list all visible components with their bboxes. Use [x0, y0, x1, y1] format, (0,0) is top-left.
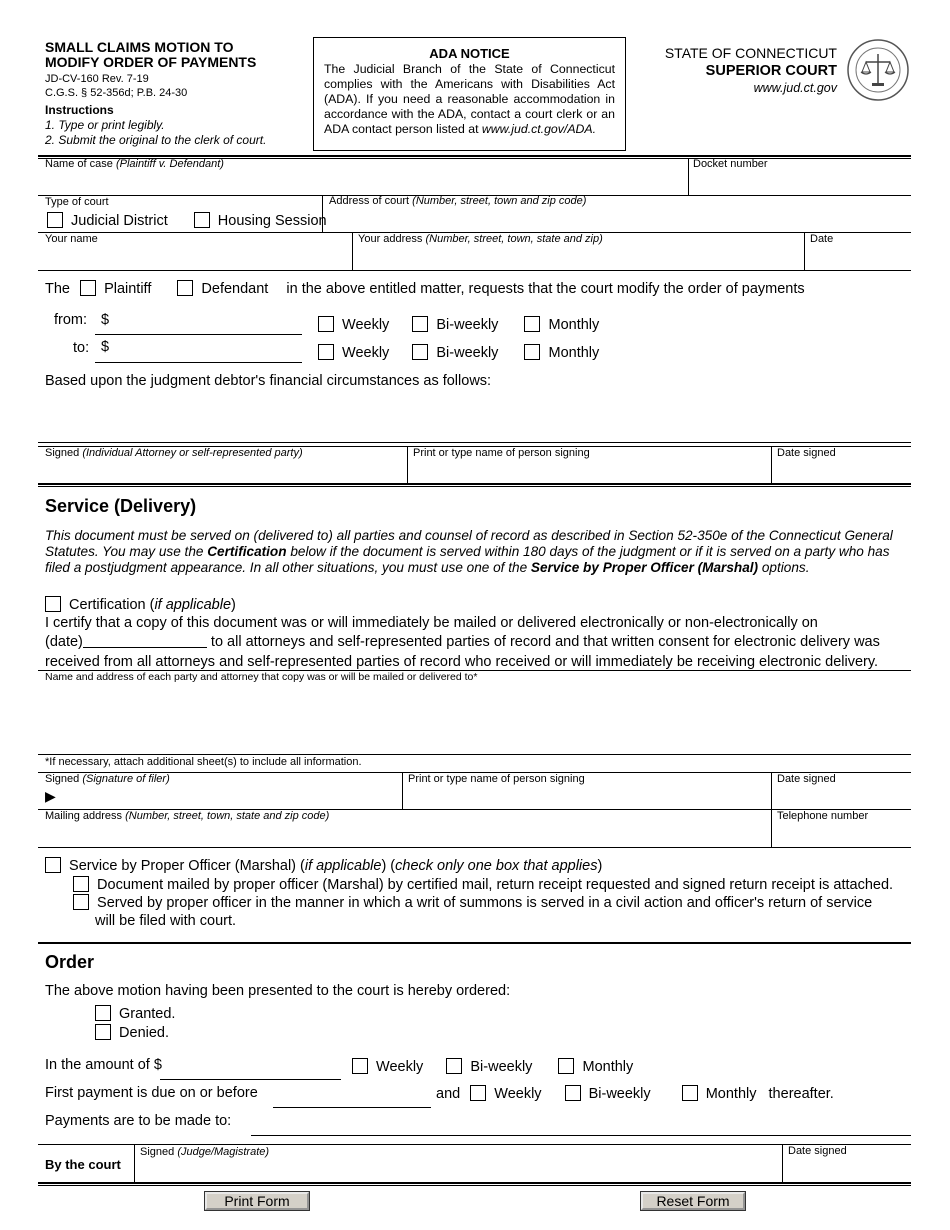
date-signed-field-1[interactable]	[776, 460, 909, 481]
based-upon-text: Based upon the judgment debtor's financial circumstances as follows:	[45, 373, 492, 389]
from-monthly-checkbox[interactable]	[524, 316, 540, 332]
type-of-court-label: Type of court	[45, 196, 109, 208]
mailing-address-field[interactable]	[44, 824, 767, 845]
filer-signature-field[interactable]	[62, 786, 398, 807]
judge-signature-field[interactable]	[139, 1159, 779, 1180]
from-weekly-checkbox[interactable]	[318, 316, 334, 332]
ada-url: www.jud.ct.gov/ADA.	[481, 122, 597, 136]
ada-text: The Judicial Branch of the State of Connecticut complies with the Americans with Disabilities Act (ADA). If you need a reasonable accommodation in accordance with the ADA, contact a court clerk or an ADA contact person listed at www.jud.ct.gov/ADA.	[324, 62, 615, 136]
and-label: and	[436, 1086, 461, 1102]
court-header	[640, 44, 837, 97]
form-header-left	[45, 40, 305, 148]
signature-field-1[interactable]	[44, 460, 404, 481]
instructions-heading: Instructions	[45, 103, 114, 117]
thereafter-options	[436, 1085, 834, 1102]
attach-note: *If necessary, attach additional sheet(s) to include all information.	[45, 756, 362, 768]
order-weekly-checkbox[interactable]	[352, 1058, 368, 1074]
served-option-row	[73, 894, 872, 911]
statute: C.G.S. § 52-356d; P.B. 24-30	[45, 87, 188, 99]
marshal-row: Service by Proper Officer (Marshal) (if applicable) (check only one box that applies)	[45, 857, 602, 874]
order-weekly-label: Weekly	[376, 1059, 424, 1075]
your-name-field[interactable]	[44, 247, 349, 268]
denied-row	[95, 1024, 169, 1041]
thereafter-label: thereafter.	[768, 1086, 834, 1102]
to-amount-field[interactable]	[112, 341, 300, 360]
served-by-officer-checkbox[interactable]	[73, 894, 89, 910]
granted-checkbox[interactable]	[95, 1005, 111, 1021]
instruction-1: 1. Type or print legibly.	[45, 118, 165, 132]
ada-title: ADA NOTICE	[429, 46, 510, 61]
your-address-label: Your address (Number, street, town, state and zip)	[358, 233, 603, 245]
amount-label: In the amount of $	[45, 1057, 162, 1073]
from-dollar: $	[101, 312, 110, 328]
thereafter-weekly-checkbox[interactable]	[470, 1085, 486, 1101]
certify-line-1: I certify that a copy of this document was or will immediately be mailed or delivered electronically or non-electronically on	[45, 615, 818, 631]
judge-date-field[interactable]	[787, 1159, 909, 1180]
parties-name-address-field[interactable]	[44, 684, 909, 752]
defendant-checkbox[interactable]	[177, 280, 193, 296]
from-weekly-label: Weekly	[342, 317, 390, 333]
date-signed-field-2[interactable]	[776, 786, 909, 807]
by-the-court-label: By the court	[45, 1157, 121, 1172]
served-by-officer-label: Served by proper officer in the manner in which a writ of summons is served in a civil action and officer's return of service	[97, 895, 873, 911]
court-type-options	[47, 212, 327, 229]
judicial-district-checkbox[interactable]	[47, 212, 63, 228]
court-address-field[interactable]	[328, 208, 908, 230]
defendant-label: Defendant	[201, 281, 269, 297]
telephone-label: Telephone number	[777, 810, 869, 822]
to-weekly-label: Weekly	[342, 345, 390, 361]
housing-session-label: Housing Session	[217, 213, 327, 229]
granted-label: Granted.	[119, 1006, 176, 1022]
the-label: The	[45, 281, 70, 297]
first-payment-label: First payment is due on or before	[45, 1085, 258, 1101]
request-text: in the above entitled matter, requests that the court modify the order of payments	[286, 281, 805, 297]
service-heading: Service (Delivery)	[45, 496, 197, 516]
signature-arrow-icon: ▶	[45, 788, 56, 804]
to-weekly-checkbox[interactable]	[318, 344, 334, 360]
date-signed-label-1: Date signed	[777, 447, 836, 459]
ada-notice-box	[313, 37, 626, 151]
date-field[interactable]	[809, 247, 909, 268]
your-address-field[interactable]	[357, 247, 801, 268]
court-name: SUPERIOR COURT	[705, 63, 837, 79]
print-name-label-2: Print or type name of person signing	[408, 773, 585, 785]
thereafter-weekly-label: Weekly	[494, 1086, 542, 1102]
to-biweekly-checkbox[interactable]	[412, 344, 428, 360]
mailed-option-row	[73, 876, 893, 893]
judicial-district-label: Judicial District	[71, 213, 168, 229]
plaintiff-label: Plaintiff	[104, 281, 152, 297]
payments-to-label: Payments are to be made to:	[45, 1113, 232, 1129]
docket-label: Docket number	[693, 158, 768, 170]
certify-line-2: (date) to all attorneys and self-represented parties of record and that written consent for electronic delivery was	[45, 634, 880, 650]
print-form-button[interactable]: Print Form	[205, 1192, 309, 1210]
to-monthly-label: Monthly	[548, 345, 600, 361]
thereafter-biweekly-label: Bi-weekly	[588, 1086, 651, 1102]
plaintiff-checkbox[interactable]	[80, 280, 96, 296]
to-monthly-checkbox[interactable]	[524, 344, 540, 360]
order-intro: The above motion having been presented to the court is hereby ordered:	[45, 983, 511, 999]
granted-row	[95, 1005, 175, 1022]
date-label: Date	[810, 233, 834, 245]
to-dollar: $	[101, 339, 110, 355]
thereafter-monthly-checkbox[interactable]	[682, 1085, 698, 1101]
from-biweekly-checkbox[interactable]	[412, 316, 428, 332]
from-biweekly-label: Bi-weekly	[436, 317, 499, 333]
name-address-label: Name and address of each party and attorney that copy was or will be mailed or delivered to*	[45, 671, 478, 683]
signed-label-2: Signed (Signature of filer)	[45, 773, 170, 785]
to-biweekly-label: Bi-weekly	[436, 345, 499, 361]
order-frequency-options	[352, 1058, 633, 1075]
first-payment-date-field[interactable]	[274, 1086, 429, 1105]
docket-number-field[interactable]	[693, 172, 908, 192]
order-amount-field[interactable]	[180, 1058, 338, 1077]
print-name-label-1: Print or type name of person signing	[413, 447, 590, 459]
reset-form-button[interactable]: Reset Form	[641, 1192, 745, 1210]
print-name-field-2[interactable]	[407, 786, 767, 807]
order-biweekly-label: Bi-weekly	[470, 1059, 533, 1075]
order-monthly-checkbox[interactable]	[558, 1058, 574, 1074]
form-id: JD-CV-160 Rev. 7-19	[45, 73, 149, 85]
state-name: STATE OF CONNECTICUT	[664, 45, 837, 61]
from-monthly-label: Monthly	[548, 317, 600, 333]
from-amount-field[interactable]	[112, 313, 300, 332]
financial-circumstances-field[interactable]	[44, 393, 909, 439]
judicial-seal	[846, 38, 910, 102]
service-instructions: This document must be served on (delivered to) all parties and counsel of record as described in Section 52-350e of the Connecticut General Statutes. You may use the Certification below if the document is served within 180 days of the judgment or if it is served on a party who has filed a postjudgment appearance. In all other situations, you must use one of the Service by Proper Officer (Marshal) options.	[45, 528, 893, 575]
served-option-line2: will be filed with court.	[95, 913, 237, 929]
signed-label-1: Signed (Individual Attorney or self-represented party)	[45, 447, 303, 459]
form-title-line1: SMALL CLAIMS MOTION TO	[45, 39, 234, 55]
denied-label: Denied.	[119, 1025, 170, 1041]
certification-checkbox[interactable]	[45, 596, 61, 612]
telephone-field[interactable]	[776, 824, 909, 845]
judge-date-label: Date signed	[788, 1145, 847, 1157]
certify-line-3: received from all attorneys and self-represented parties of record who received or will immediately be receiving electronic delivery.	[45, 654, 879, 670]
to-label: to:	[73, 340, 90, 356]
case-name-field[interactable]	[44, 170, 684, 192]
order-heading: Order	[45, 952, 95, 972]
judge-signed-label: Signed (Judge/Magistrate)	[140, 1146, 270, 1158]
thereafter-biweekly-checkbox[interactable]	[565, 1085, 581, 1101]
party-selector-row	[45, 280, 805, 297]
from-frequency-options	[318, 316, 599, 333]
date-signed-label-2: Date signed	[777, 773, 836, 785]
marshal-checkbox[interactable]	[45, 857, 61, 873]
from-label: from:	[54, 312, 88, 328]
denied-checkbox[interactable]	[95, 1024, 111, 1040]
housing-session-checkbox[interactable]	[194, 212, 210, 228]
court-address-label: Address of court (Number, street, town and zip code)	[329, 195, 587, 207]
website: www.jud.ct.gov	[753, 81, 837, 95]
mailing-address-label: Mailing address (Number, street, town, state and zip code)	[45, 810, 330, 822]
mailed-by-officer-checkbox[interactable]	[73, 876, 89, 892]
instruction-2: 2. Submit the original to the clerk of court.	[45, 133, 267, 147]
to-frequency-options	[318, 344, 599, 361]
order-monthly-label: Monthly	[582, 1059, 634, 1075]
mailed-by-officer-label: Document mailed by proper officer (Marshal) by certified mail, return receipt requested and signed return receipt is attached.	[97, 877, 894, 893]
case-name-label: Name of case (Plaintiff v. Defendant)	[45, 158, 224, 170]
order-biweekly-checkbox[interactable]	[446, 1058, 462, 1074]
your-name-label: Your name	[45, 233, 98, 245]
print-name-field-1[interactable]	[412, 460, 767, 481]
form-title-line2: MODIFY ORDER OF PAYMENTS	[45, 54, 257, 70]
thereafter-monthly-label: Monthly	[705, 1086, 757, 1102]
certification-date-field[interactable]	[83, 634, 207, 648]
certification-row: Certification (if applicable)	[45, 596, 236, 613]
payments-to-field[interactable]	[253, 1114, 909, 1133]
